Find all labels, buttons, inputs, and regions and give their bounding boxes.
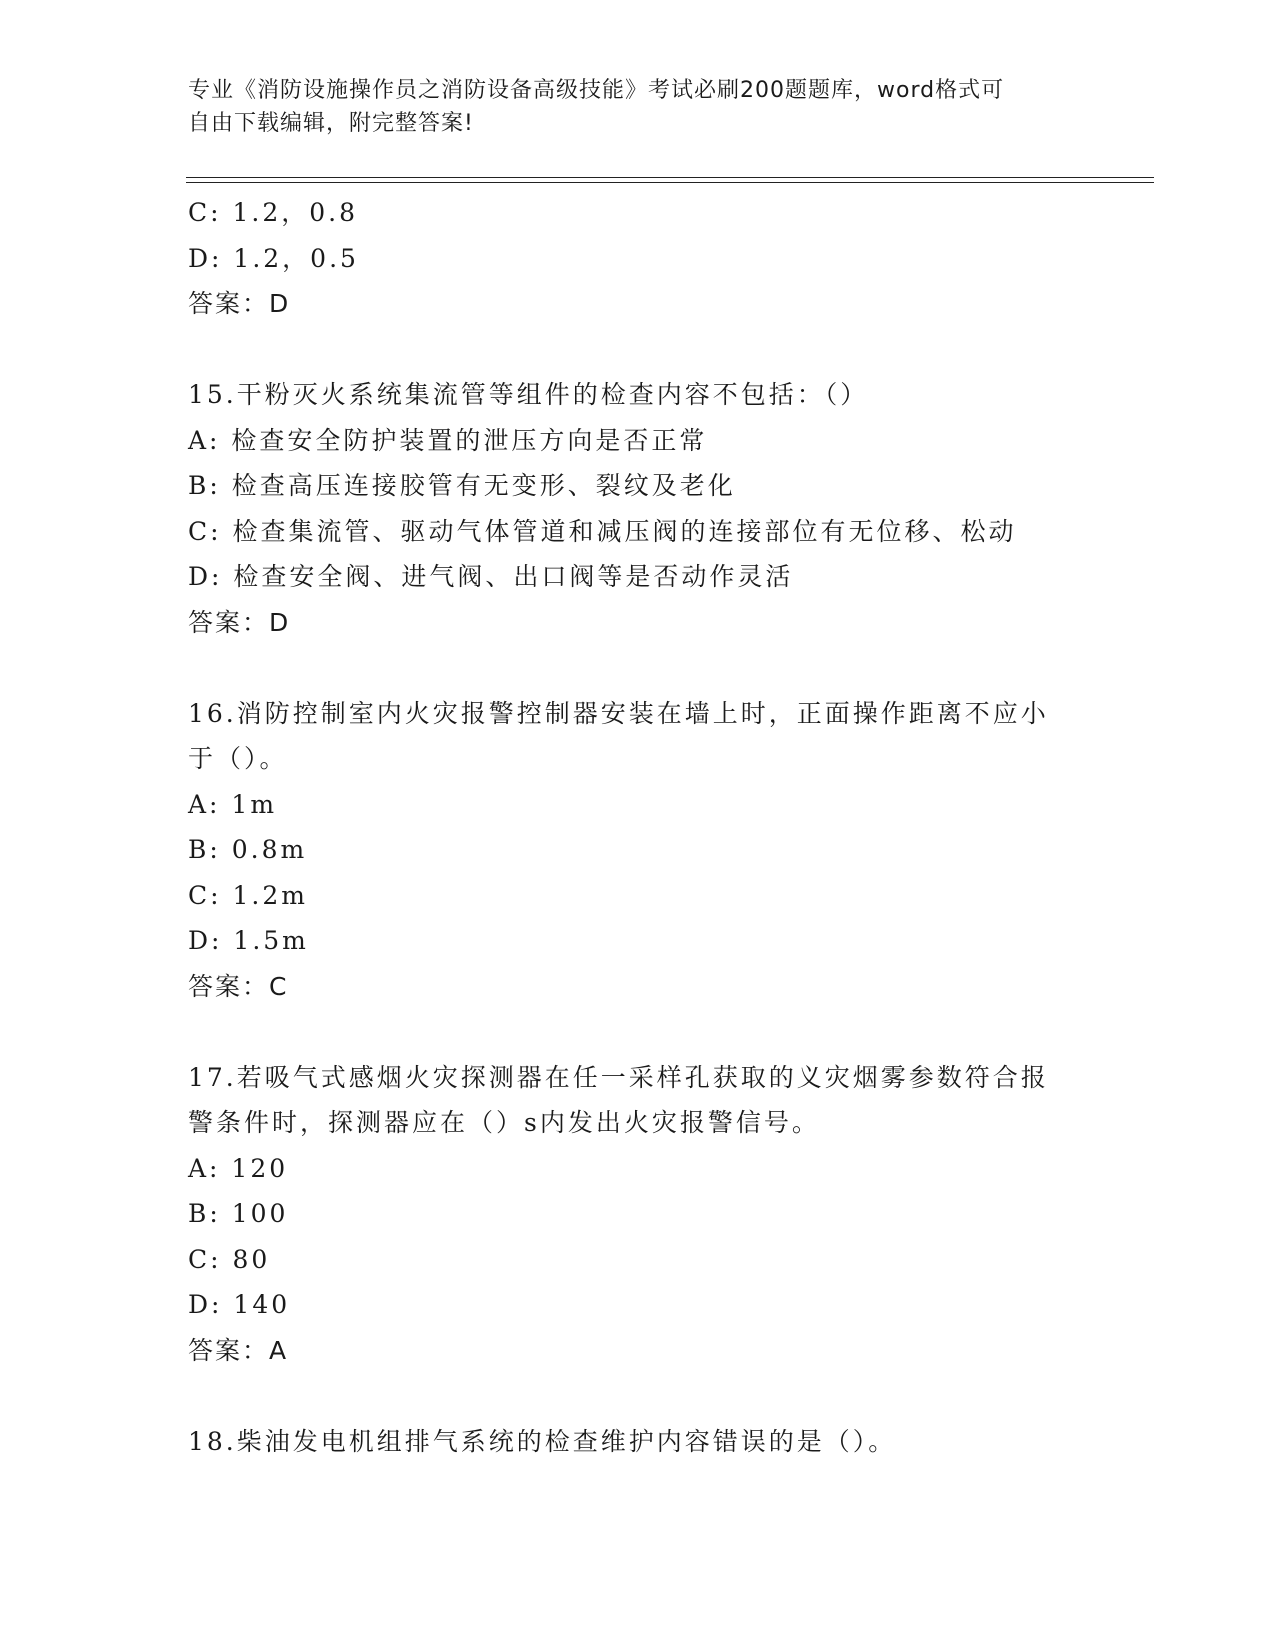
question-18-text: 18.柴油发电机组排气系统的检查维护内容错误的是（）。: [188, 1426, 897, 1456]
question-15-option-c: C: 检查集流管、驱动气体管道和减压阀的连接部位有无位移、松动: [188, 516, 1017, 546]
question-15-option-d: D: 检查安全阀、进气阀、出口阀等是否动作灵活: [188, 562, 794, 591]
question-17-option-d: D: 140: [188, 1290, 291, 1319]
option-d: D: 1.2，0.5: [188, 243, 359, 273]
question-16-answer: 答案：C: [188, 971, 289, 1001]
question-16-text-line-1: 16.消防控制室内火灾报警控制器安装在墙上时，正面操作距离不应小: [188, 698, 1049, 728]
question-16-option-b: B: 0.8m: [188, 835, 308, 864]
spacer: [188, 1009, 1088, 1055]
question-17-text-line-2: 警条件时，探测器应在（）s内发出火灾报警信号。: [188, 1108, 820, 1137]
question-17-option-b: B: 100: [188, 1199, 289, 1228]
question-15-option-b: B: 检查高压连接胶管有无变形、裂纹及老化: [188, 471, 736, 500]
header-rule-bottom: [186, 182, 1154, 183]
answer-label: 答案：D: [188, 289, 291, 318]
question-15-option-a: A: 检查安全防护装置的泄压方向是否正常: [188, 425, 708, 455]
question-15-answer: 答案：D: [188, 607, 291, 637]
question-16-text-line-2: 于（）。: [188, 744, 288, 773]
spacer: [188, 327, 1088, 373]
page-header: [188, 74, 1088, 140]
header-rule-top: [186, 177, 1154, 178]
spacer: [188, 645, 1088, 691]
header-line-1: 专业《消防设施操作员之消防设备高级技能》考试必刷200题题库，word格式可: [188, 78, 1005, 103]
question-16-option-d: D: 1.5m: [188, 926, 309, 955]
question-15-text: 15.干粉灭火系统集流管等组件的检查内容不包括：（）: [188, 380, 869, 409]
question-content: [188, 190, 1088, 1464]
spacer: [188, 1373, 1088, 1419]
question-17-option-c: C: 80: [188, 1244, 271, 1274]
header-line-2: 自由下载编辑，附完整答案!: [188, 111, 474, 136]
option-c: C: 1.2，0.8: [188, 198, 359, 227]
question-16-option-c: C: 1.2m: [188, 880, 308, 910]
question-16-option-a: A: 1m: [188, 789, 278, 819]
question-17-answer: 答案：A: [188, 1335, 289, 1365]
question-17-text-line-1: 17.若吸气式感烟火灾探测器在任一采样孔获取的义灾烟雾参数符合报: [188, 1062, 1049, 1092]
question-17-option-a: A: 120: [188, 1153, 289, 1183]
